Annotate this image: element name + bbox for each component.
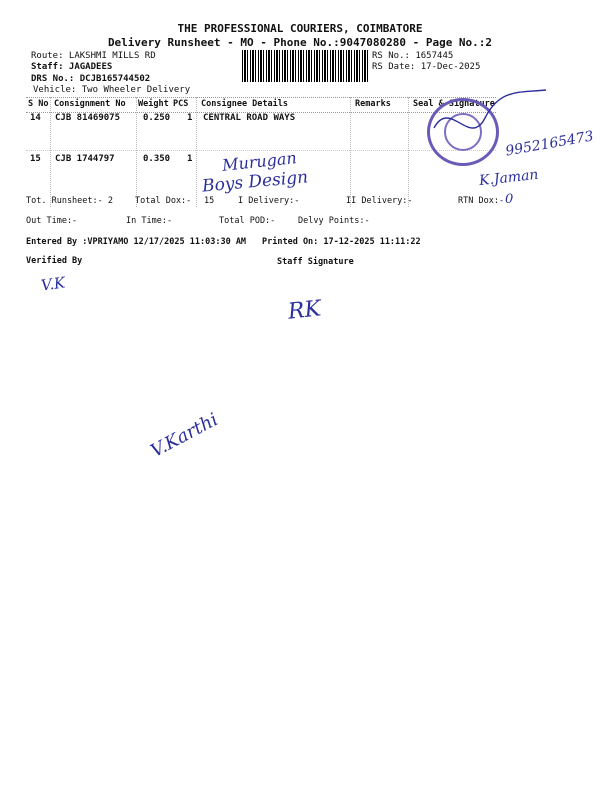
drs-number: DRS No.: DCJB165744502 [31,74,151,84]
row15-consignment: CJB 1744797 [55,154,115,164]
second-delivery: II Delivery:- [346,196,413,206]
handwritten-boys-design: Boys Design [201,167,309,197]
handwritten-murugan: Murugan [221,148,298,175]
staff: Staff: JAGADEES [31,62,113,72]
runsheet-title: Delivery Runsheet - MO - Phone No.:9047080280 - Page No.:2 [107,36,493,49]
row14-consignment: CJB 81469075 [55,113,121,123]
col-remarks: Remarks [355,99,391,109]
handwritten-phone: 9952165473 [504,128,595,160]
col-divider [350,97,351,207]
vehicle: Vehicle: Two Wheeler Delivery [33,85,191,95]
route: Route: LAKSHMI MILLS RD [31,51,156,61]
row14-pcs: 1 [187,113,193,123]
rtn-dox: RTN Dox:- [458,196,505,206]
col-sno: S No [28,99,49,109]
verifier-initials: V.K [39,273,67,295]
staff-signature: RK [286,296,323,325]
first-delivery: I Delivery:- [238,196,300,206]
col-pcs: PCS [173,99,189,109]
col-divider [196,97,197,207]
handwritten-rtn: 0 [505,192,514,207]
col-seal-signature: Seal & Signature [413,99,495,109]
total-dox-label: Total Dox:- [135,196,192,206]
handwritten-name: K.Jaman [478,166,540,190]
delvy-points: Delvy Points:- [298,216,370,226]
row14-weight: 0.250 [143,113,171,123]
rs-date: RS Date: 17-Dec-2025 [372,62,481,72]
row14-consignee: CENTRAL ROAD WAYS [203,113,296,123]
row15-pcs: 1 [187,154,193,164]
total-dox-value: 15 [204,196,215,206]
entered-by: Entered By :VPRIYAMO 12/17/2025 11:03:30 AM [26,237,247,247]
handwritten-vkarthi: V.Karthi [147,409,222,462]
col-divider [136,97,137,207]
out-time: Out Time:- [26,216,78,226]
verified-by: Verified By [26,256,83,266]
col-divider [408,97,409,207]
col-divider [50,97,51,207]
in-time: In Time:- [126,216,173,226]
row14-sno: 14 [30,113,41,123]
printed-on: Printed On: 17-12-2025 11:11:22 [262,237,421,247]
row15-sno: 15 [30,154,41,164]
col-weight: Weight [138,99,169,109]
total-pod: Total POD:- [219,216,276,226]
col-consignee: Consignee Details [201,99,288,109]
barcode [242,50,368,82]
staff-signature-label: Staff Signature [277,257,354,267]
col-consignment: Consignment No [54,99,126,109]
signature-scribble [430,88,550,168]
tot-runsheet: Tot. Runsheet:- 2 [26,196,113,206]
row15-weight: 0.350 [143,154,171,164]
rs-number: RS No.: 1657445 [372,51,454,61]
company-title: THE PROFESSIONAL COURIERS, COIMBATORE [177,22,423,35]
